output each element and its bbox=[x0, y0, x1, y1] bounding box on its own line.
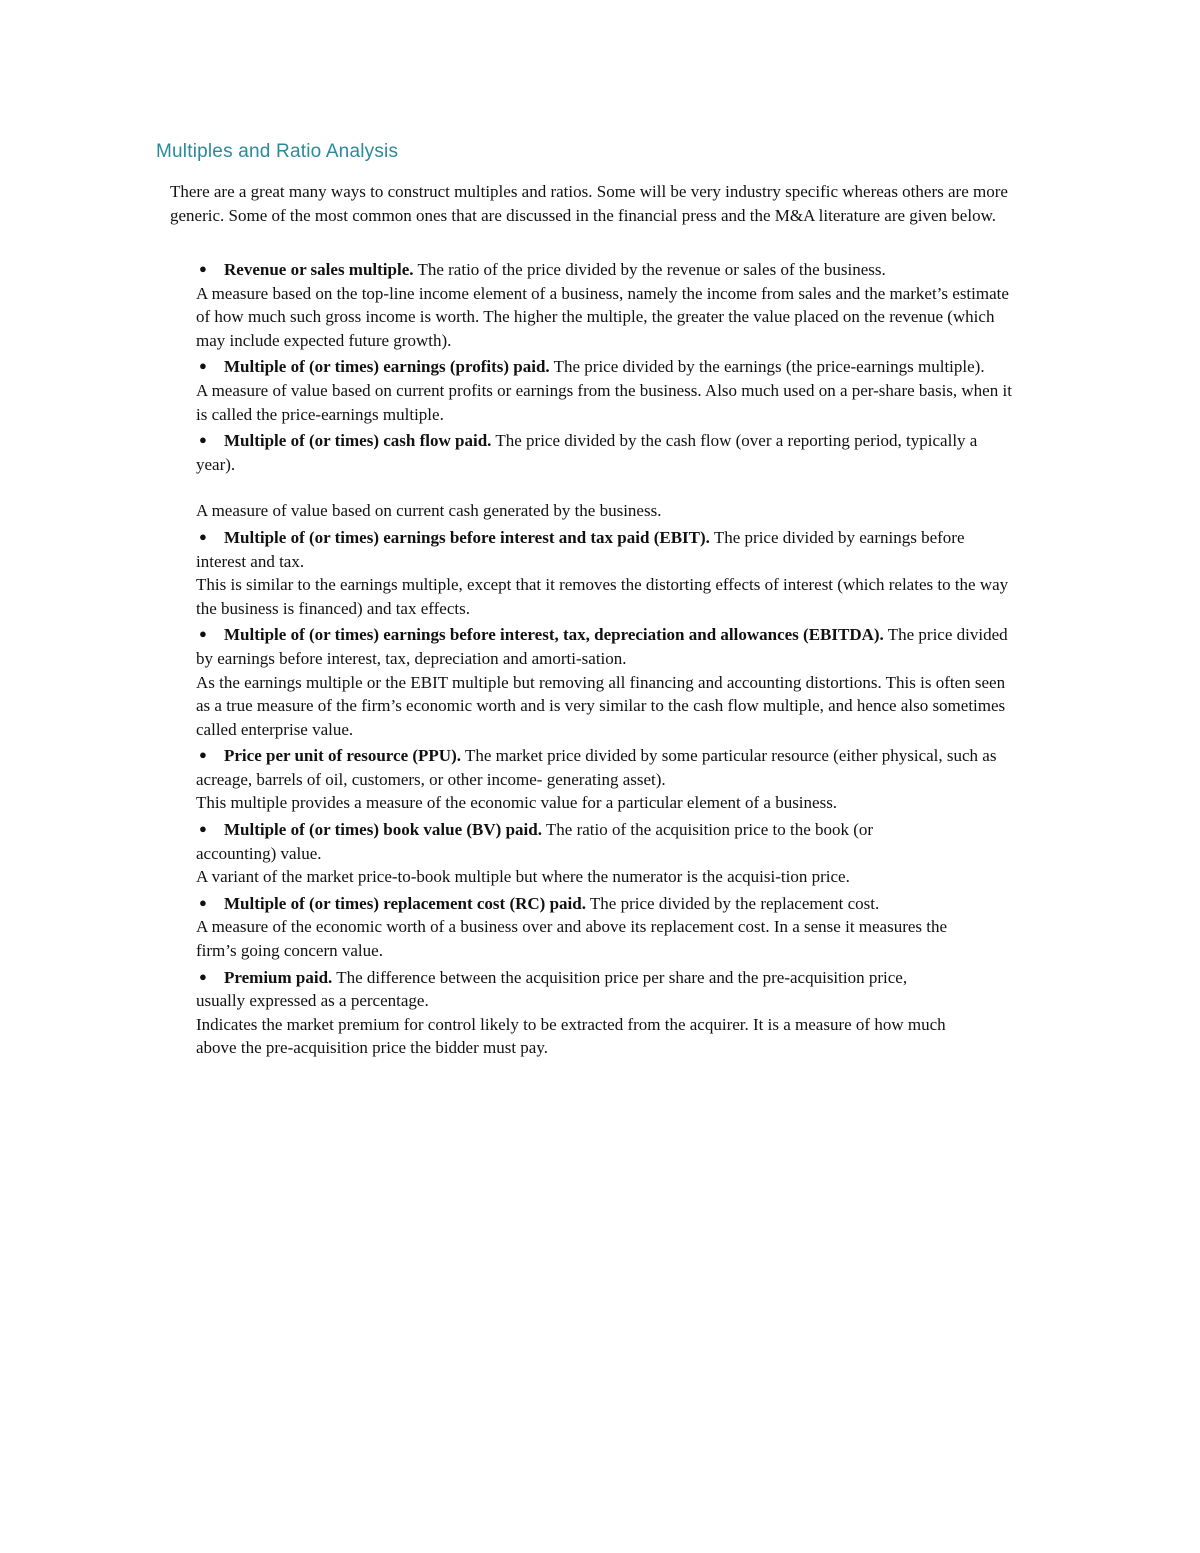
item-term: Multiple of (or times) cash flow paid. bbox=[224, 431, 492, 451]
item-term: Multiple of (or times) earnings (profits) paid. bbox=[224, 357, 550, 377]
bullet-icon: ● bbox=[199, 626, 207, 642]
item-explanation: This is similar to the earnings multiple, except that it removes the distorting effects of interest (which relates to the way the business is financed) and tax effects. bbox=[196, 575, 1009, 618]
item-definition: The ratio of the acquisition price to the book (or accounting) value. bbox=[196, 820, 874, 863]
item-term: Multiple of (or times) earnings before interest and tax paid (EBIT). bbox=[224, 527, 710, 547]
item-explanation: This multiple provides a measure of the economic value for a particular element of a business. bbox=[196, 793, 838, 813]
list-item-book-value-multiple bbox=[196, 817, 952, 889]
bullet-icon: ● bbox=[199, 261, 207, 276]
item-term: Revenue or sales multiple. bbox=[224, 260, 414, 279]
bullet-icon: ● bbox=[199, 747, 207, 763]
bullet-icon: ● bbox=[199, 968, 207, 984]
list-item-cash-flow-multiple bbox=[196, 428, 1014, 523]
item-definition: The difference between the acquisition price per share and the pre-acquisition price, usually expressed as a percentage. bbox=[196, 967, 908, 1011]
item-explanation: A measure of the economic worth of a business over and above its replacement cost. In a sense it measures the firm’s going concern value. bbox=[196, 917, 948, 961]
item-term: Multiple of (or times) earnings before interest, tax, depreciation and allowances (EBITDA). bbox=[224, 625, 884, 645]
multiples-list bbox=[196, 257, 1014, 1060]
bullet-icon: ● bbox=[199, 528, 207, 544]
item-definition: The price divided by the earnings (the price-earnings multiple). bbox=[549, 357, 985, 377]
bullet-icon: ● bbox=[199, 358, 207, 374]
list-item-premium-paid bbox=[196, 965, 952, 1060]
item-definition: The price divided by the cash flow (over a reporting period, typically a year). bbox=[196, 431, 978, 474]
item-definition: The price divided by earnings before interest and tax. bbox=[196, 527, 965, 571]
item-term: Price per unit of resource (PPU). bbox=[224, 746, 461, 766]
item-definition: The ratio of the price divided by the revenue or sales of the business. bbox=[413, 260, 886, 279]
item-explanation: Indicates the market premium for control likely to be extracted from the acquirer. It is a measure of how much above the pre-acquisition price the bidder must pay. bbox=[196, 1014, 946, 1058]
intro-paragraph: There are a great many ways to construct multiples and ratios. Some will be very industry specific whereas others are more generic. Some of the most common ones that are discussed in the financial press and the M&A literature are given below. bbox=[170, 182, 1008, 225]
item-definition: The market price divided by some particular resource (either physical, such as acreage, barrels of oil, customers, or other income- generating asset). bbox=[196, 746, 997, 789]
bullet-icon: ● bbox=[199, 821, 207, 837]
list-item-earnings-multiple bbox=[196, 354, 1014, 426]
item-definition: The price divided by earnings before interest, tax, depreciation and amorti-sation. bbox=[196, 625, 1008, 668]
item-term: Multiple of (or times) replacement cost (RC) paid. bbox=[224, 893, 586, 913]
page-title: Multiples and Ratio Analysis bbox=[156, 141, 399, 162]
list-item-ebitda-multiple bbox=[196, 622, 1014, 741]
item-explanation: A measure based on the top-line income element of a business, namely the income from sales and the market’s estimate of how much such gross income is worth. The higher the multiple, the greater the value placed on the revenue (which may include expected future growth). bbox=[196, 283, 1009, 350]
item-explanation: As the earnings multiple or the EBIT multiple but removing all financing and accounting distortions. This is often seen as a true measure of the firm’s economic worth and is very similar to the cash flow multiple, and hence also sometimes called enterprise value. bbox=[196, 672, 1006, 739]
item-term: Premium paid. bbox=[224, 967, 333, 987]
bullet-icon: ● bbox=[199, 432, 207, 448]
list-item-revenue-multiple bbox=[196, 257, 1014, 352]
item-definition: The price divided by the replacement cost. bbox=[585, 893, 880, 913]
bullet-icon: ● bbox=[199, 894, 207, 910]
item-explanation: A measure of value based on current cash generated by the business. bbox=[196, 501, 662, 521]
list-item-ebit-multiple bbox=[196, 525, 1014, 620]
item-explanation: A variant of the market price-to-book multiple but where the numerator is the acquisi-tion price. bbox=[196, 867, 850, 887]
list-item-replacement-cost-multiple bbox=[196, 891, 952, 963]
list-item-price-per-unit bbox=[196, 743, 1014, 815]
item-term: Multiple of (or times) book value (BV) paid. bbox=[224, 820, 542, 840]
item-explanation: A measure of value based on current profits or earnings from the business. Also much used on a per-share basis, when it is called the price-earnings multiple. bbox=[196, 380, 1012, 424]
